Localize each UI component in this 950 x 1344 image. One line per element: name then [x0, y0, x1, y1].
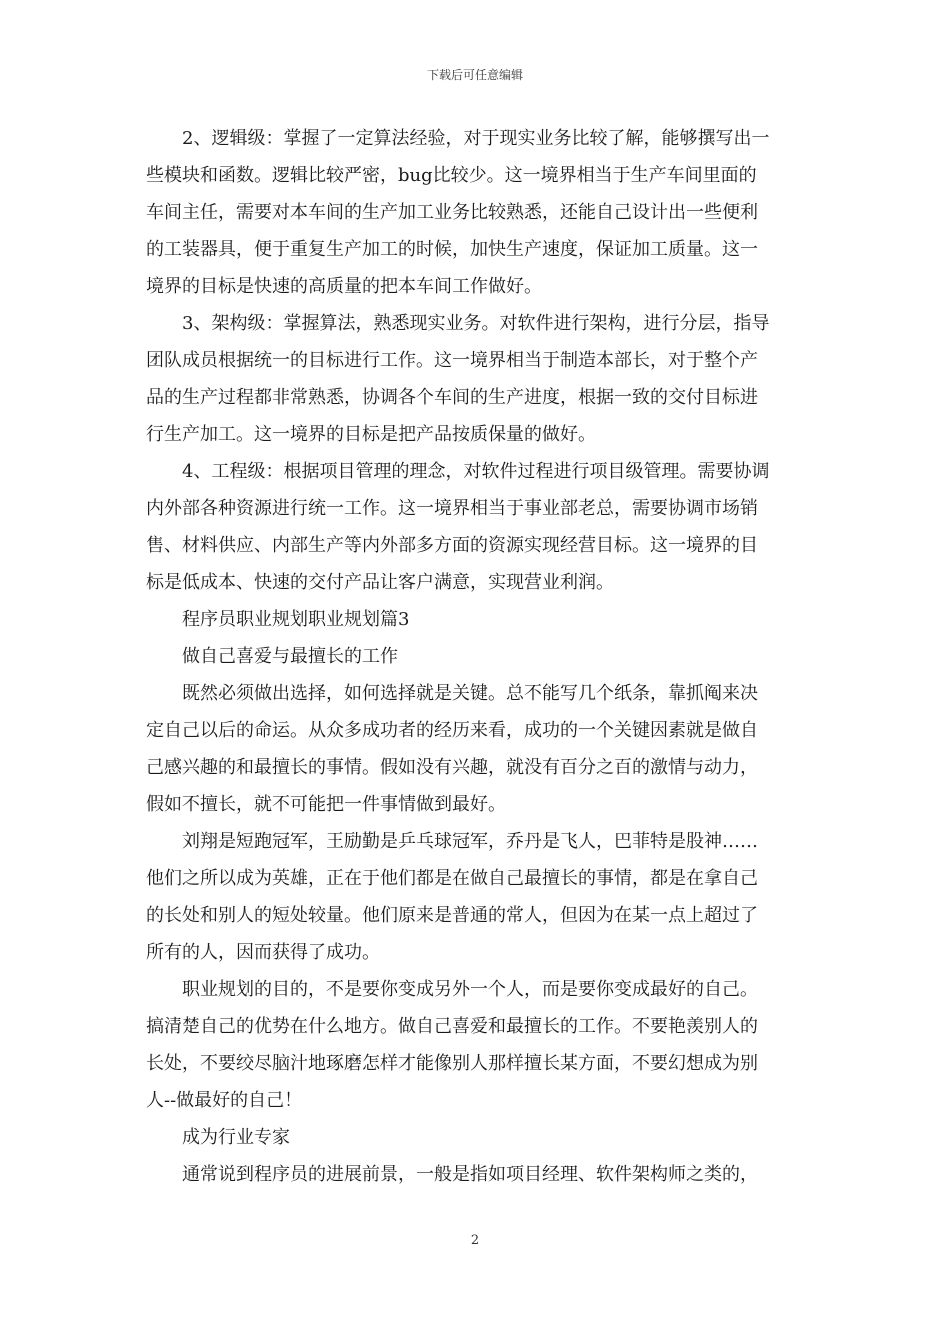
page-number: 2 — [470, 1233, 480, 1248]
text-line: 3、架构级：掌握算法，熟悉现实业务。对软件进行架构，进行分层，指导 — [146, 313, 770, 334]
paragraph-logic-level — [146, 120, 806, 305]
text-line: 品的生产过程都非常熟悉，协调各个车间的生产进度，根据一致的交付目标进 — [146, 387, 758, 408]
text-line: 些模块和函数。逻辑比较严密，bug比较少。这一境界相当于生产车间里面的 — [146, 165, 757, 186]
text-line: 内外部各种资源进行统一工作。这一境界相当于事业部老总，需要协调市场销 — [146, 498, 758, 519]
text-line: 人--做最好的自己！ — [146, 1090, 303, 1111]
paragraph-choice — [146, 675, 806, 823]
text-line: 团队成员根据统一的目标进行工作。这一境界相当于制造本部长，对于整个产 — [146, 350, 758, 371]
text-line: 刘翔是短跑冠军，王励勤是乒乓球冠军，乔丹是飞人，巴菲特是股神…… — [146, 831, 758, 852]
text-line: 职业规划的目的，不是要你变成另外一个人，而是要你变成最好的自己。 — [146, 979, 758, 1000]
text-line: 既然必须做出选择，如何选择就是关键。总不能写几个纸条，靠抓阄来决 — [146, 683, 758, 704]
document-body — [146, 120, 806, 1193]
text-line: 所有的人，因而获得了成功。 — [146, 942, 380, 963]
paragraph-architecture-level — [146, 305, 806, 453]
paragraph-heroes — [146, 823, 806, 971]
text-line: 通常说到程序员的进展前景，一般是指如项目经理、软件架构师之类的， — [146, 1164, 758, 1185]
text-line: 搞清楚自己的优势在什么地方。做自己喜爱和最擅长的工作。不要艳羡别人的 — [146, 1016, 758, 1037]
text-line: 的长处和别人的短处较量。他们原来是普通的常人，但因为在某一点上超过了 — [146, 905, 758, 926]
text-line: 定自己以后的命运。从众多成功者的经历来看，成功的一个关键因素就是做自 — [146, 720, 758, 741]
text-line: 行生产加工。这一境界的目标是把产品按质保量的做好。 — [146, 424, 596, 445]
text-line: 车间主任，需要对本车间的生产加工业务比较熟悉，还能自己设计出一些便利 — [146, 202, 758, 223]
text-line: 假如不擅长，就不可能把一件事情做到最好。 — [146, 794, 506, 815]
text-line: 4、工程级：根据项目管理的理念，对软件过程进行项目级管理。需要协调 — [146, 461, 770, 482]
text-line: 己感兴趣的和最擅长的事情。假如没有兴趣，就没有百分之百的激情与动力， — [146, 757, 758, 778]
text-line: 境界的目标是快速的高质量的把本车间工作做好。 — [146, 276, 542, 297]
heading-text: 程序员职业规划职业规划篇3 — [146, 609, 410, 630]
text-line: 长处，不要绞尽脑汁地琢磨怎样才能像别人那样擅长某方面，不要幻想成为别 — [146, 1053, 758, 1074]
paragraph-prospects — [146, 1156, 806, 1193]
subsection-heading — [146, 1119, 806, 1156]
subsection-heading — [146, 638, 806, 675]
text-line: 售、材料供应、内部生产等内外部多方面的资源实现经营目标。这一境界的目 — [146, 535, 758, 556]
paragraph-career-goal — [146, 971, 806, 1119]
text-line: 2、逻辑级：掌握了一定算法经验，对于现实业务比较了解，能够撰写出一 — [146, 128, 770, 149]
heading-text: 成为行业专家 — [146, 1127, 290, 1148]
page-header: 下载后可任意编辑 — [426, 68, 523, 82]
text-line: 他们之所以成为英雄，正在于他们都是在做自己最擅长的事情，都是在拿自己 — [146, 868, 758, 889]
paragraph-engineering-level — [146, 453, 806, 601]
text-line: 标是低成本、快速的交付产品让客户满意，实现营业利润。 — [146, 572, 614, 593]
section-heading — [146, 601, 806, 638]
heading-text: 做自己喜爱与最擅长的工作 — [146, 646, 398, 667]
text-line: 的工装器具，便于重复生产加工的时候，加快生产速度，保证加工质量。这一 — [146, 239, 758, 260]
